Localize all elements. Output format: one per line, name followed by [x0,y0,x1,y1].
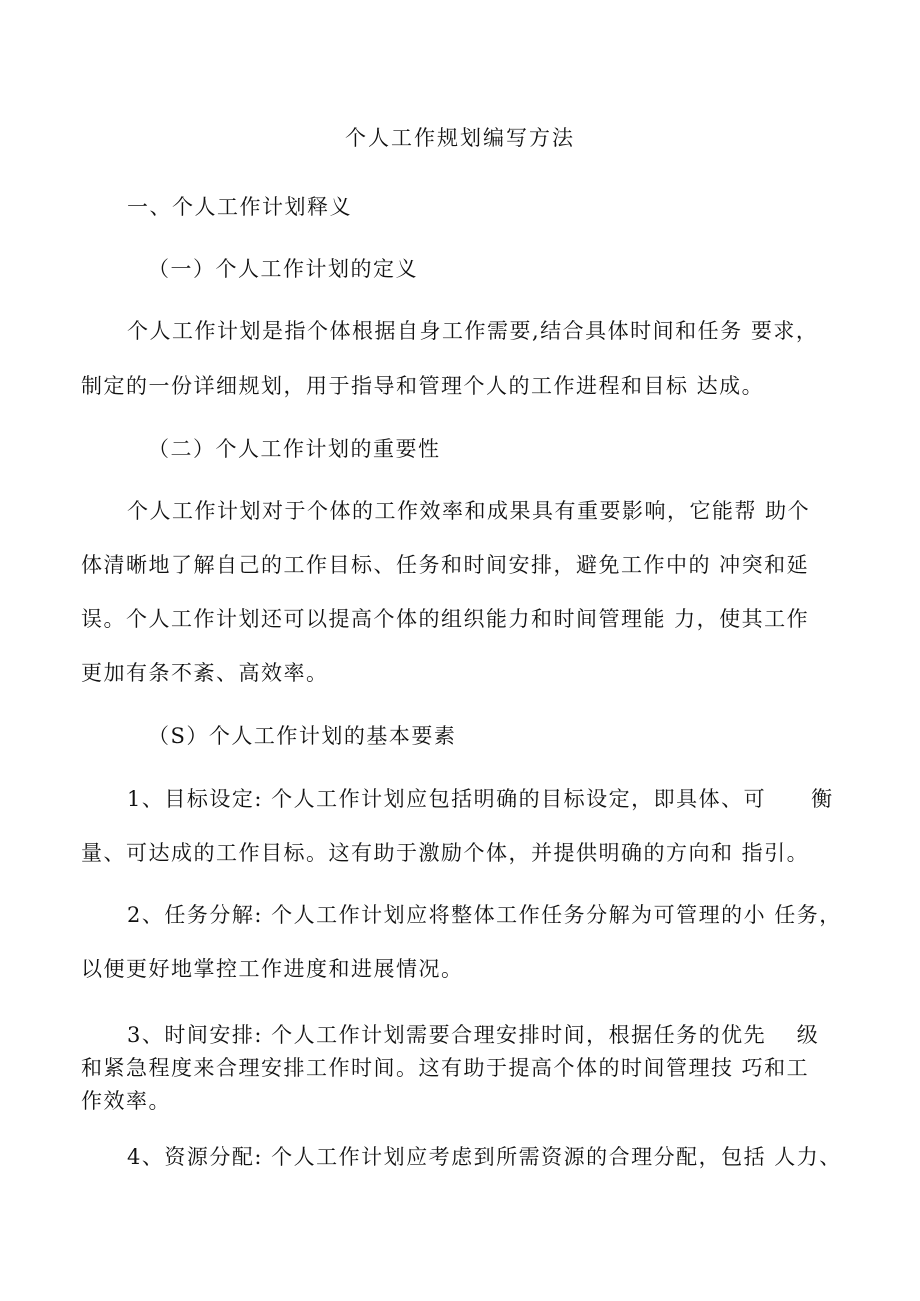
paragraph-line: 制定的一份详细规划，用于指导和管理个人的工作进程和目标 达成。 [81,374,765,398]
list-item-line: 3、时间安排: 个人工作计划需要合理安排时间，根据任务的优先 级 [127,1023,820,1047]
list-item-line: 1、目标设定: 个人工作计划应包括明确的目标设定，即具体、可 衡 [127,787,834,811]
paragraph-line: 个人工作计划是指个体根据自身工作需要,结合具体时间和任务 要求， [127,319,819,343]
document-title: 个人工作规划编写方法 [345,126,575,150]
subsection-heading-elements: （S）个人工作计划的基本要素 [148,724,457,748]
subsection-heading-definition: （一）个人工作计划的定义 [148,257,418,281]
list-item-line: 2、任务分解: 个人工作计划应将整体工作任务分解为可管理的小 任务， [127,903,842,927]
subsection-heading-importance: （二）个人工作计划的重要性 [148,437,441,461]
list-item-line: 4、资源分配: 个人工作计划应考虑到所需资源的合理分配，包括 人力、 [127,1145,842,1169]
paragraph-line: 个人工作计划对于个体的工作效率和成果具有重要影响，它能帮 助个 [127,499,811,523]
paragraph-line: 误。个人工作计划还可以提高个体的组织能力和时间管理能 力，使其工作 [81,607,810,631]
section-heading-1: 一、个人工作计划释义 [127,195,352,219]
paragraph-line: 更加有条不紊、高效率。 [81,661,329,685]
list-item-line: 作效率。 [81,1089,171,1113]
list-item-line: 以便更好地掌控工作进度和进展情况。 [81,957,464,981]
paragraph-line: 体清晰地了解自己的工作目标、任务和时间安排，避免工作中的 冲突和延 [81,553,810,577]
list-item-line: 量、可达成的工作目标。这有助于激励个体，并提供明确的方向和 指引。 [81,841,810,865]
list-item-line: 和紧急程度来合理安排工作时间。这有助于提高个体的时间管理技 巧和工 [81,1056,810,1080]
